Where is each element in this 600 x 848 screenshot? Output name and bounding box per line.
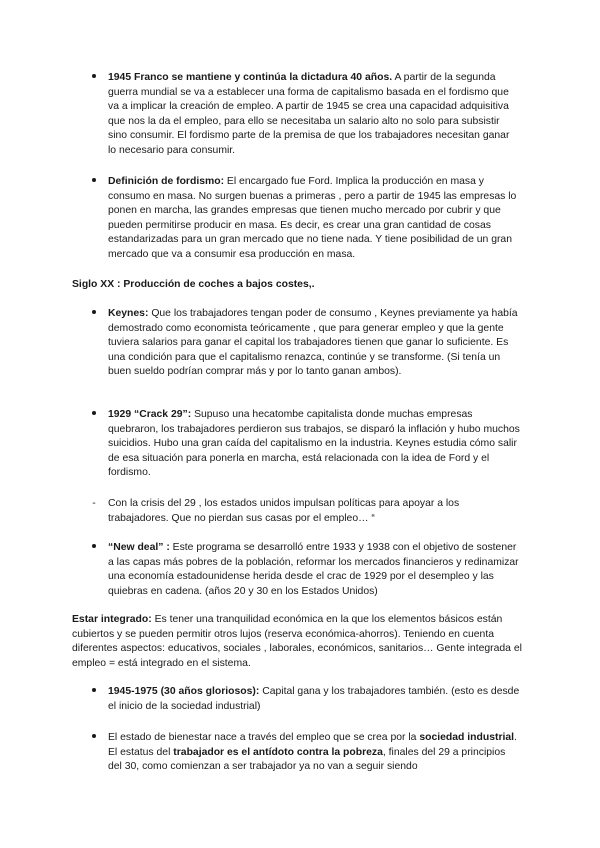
list-item-crack-29 [108,408,520,481]
paragraph-estar-integrado [72,613,522,671]
list-item-keynes [108,307,520,380]
item-title: 1945-1975 (30 años gloriosos): [108,686,260,697]
item-text: El encargado fue Ford. Implica la producción en masa y consumo en masa. No surgen buenas a primeras , pero a partir de 1945 las empresas lo ponen en marcha, las grandes empresas que tienen mucho mercado por cubrir y que pueden permitirse producir en masa. Es decir, es crear una gran cantidad de cosas estandarizadas para un gran mercado que no tiene nada. Y tiene posibilidad de un gran mercado que va a consumir esa producción en masa. [108,176,517,260]
item-title: Definición de fordismo: [108,176,225,187]
paragraph-text: Es tener una tranquilidad económica en la que los elementos básicos están cubiertos y se pueden permitir otros lujos (reserva económica-ahorros). Teniendo en cuenta diferentes aspectos: educativos, sociales , laborales, económicos, sanitarios… Gente integrada el empleo = está integrado en el sistema. [72,614,522,669]
item-bold-a: sociedad industrial [419,732,515,743]
item-text-b: . El estatus del [108,732,517,758]
item-title: Keynes: [108,308,149,319]
bullet-icon [88,71,100,86]
item-title: 1929 “Crack 29”: [108,409,192,420]
item-text: Con la crisis del 29 , los estados unidos impulsan políticas para apoyar a los trabajadores. Que no pierdan sus casas por el empleo… “ [108,498,460,524]
bullet-icon [88,731,100,746]
bullet-icon [88,307,100,322]
item-text-c: , finales del 29 a principios del 30, como comienzan a ser trabajador ya no van a seguir siendo [108,746,506,773]
list-item-fordismo [108,175,520,263]
list-item-new-deal [108,541,520,599]
item-bold-b: trabajador es el antídoto contra la pobreza [173,746,383,758]
item-text: A partir de la segunda guerra mundial se va a establecer una forma de capitalismo basada en el fordismo que va a implicar la creación de empleo. A partir de 1945 se crea una capacidad adquisitiva que nos la da el empleo, para ello se necesitaba un salario alto no solo para subsistir sino consumir. El fordismo parte de la premisa de que los trabajadores necesitan ganar lo necesario para consumir. [108,72,510,156]
list-item-estado-bienestar [108,731,520,775]
item-text: Este programa se desarrolló entre 1933 y 1938 con el objetivo de sostener a las capas más pobres de la población, reformar los mercados financieros y redinamizar una economía estadounidense herida desde el crac de 1929 por el desempleo y las quiebras en cadena. (años 20 y 30 en los Estados Unidos) [108,542,519,597]
section-heading [72,278,522,293]
paragraph-title: Estar integrado: [72,614,152,625]
item-text: Capital gana y los trabajadores también. (esto es desde el inicio de la sociedad industrial) [108,686,520,712]
list-item-30-gloriosos [108,685,520,714]
item-text: Que los trabajadores tengan poder de consumo , Keynes previamente ya había demostrado como economista teóricamente , que para generar empleo y que la gente tuviera salarios para ganar el capital los trabajadores tienen que ganar lo suficiente. Es una condición para que el capitalismo renazca, continúe y se transforme. (Si tenía un buen sueldo podrían comprar más y por lo tanto ganan ambos). [108,308,518,378]
bullet-icon [88,685,100,700]
bullet-icon [88,408,100,423]
list-item-franco [108,71,520,159]
heading-text: Siglo XX : Producción de coches a bajos costes,. [72,279,315,290]
item-title: 1945 Franco se mantiene y continúa la dictadura 40 años. [108,72,393,83]
dash-marker: - [92,498,96,509]
item-text: Supuso una hecatombe capitalista donde muchas empresas quebraron, los trabajadores perdieron sus trabajos, se disparó la inflación y hubo muchos suicidios. Hubo una gran caída del capitalismo en la industria. Keynes estudia cómo salir de esa situación para ponerla en marcha, está relacionada con la idea de Ford y el fordismo. [108,409,520,479]
bullet-icon [88,541,100,556]
item-text-a: El estado de bienestar nace a través del empleo que se crea por la [108,732,420,743]
bullet-icon [88,175,100,190]
list-item-crisis-29 [92,497,520,526]
item-title: “New deal” : [108,542,170,553]
